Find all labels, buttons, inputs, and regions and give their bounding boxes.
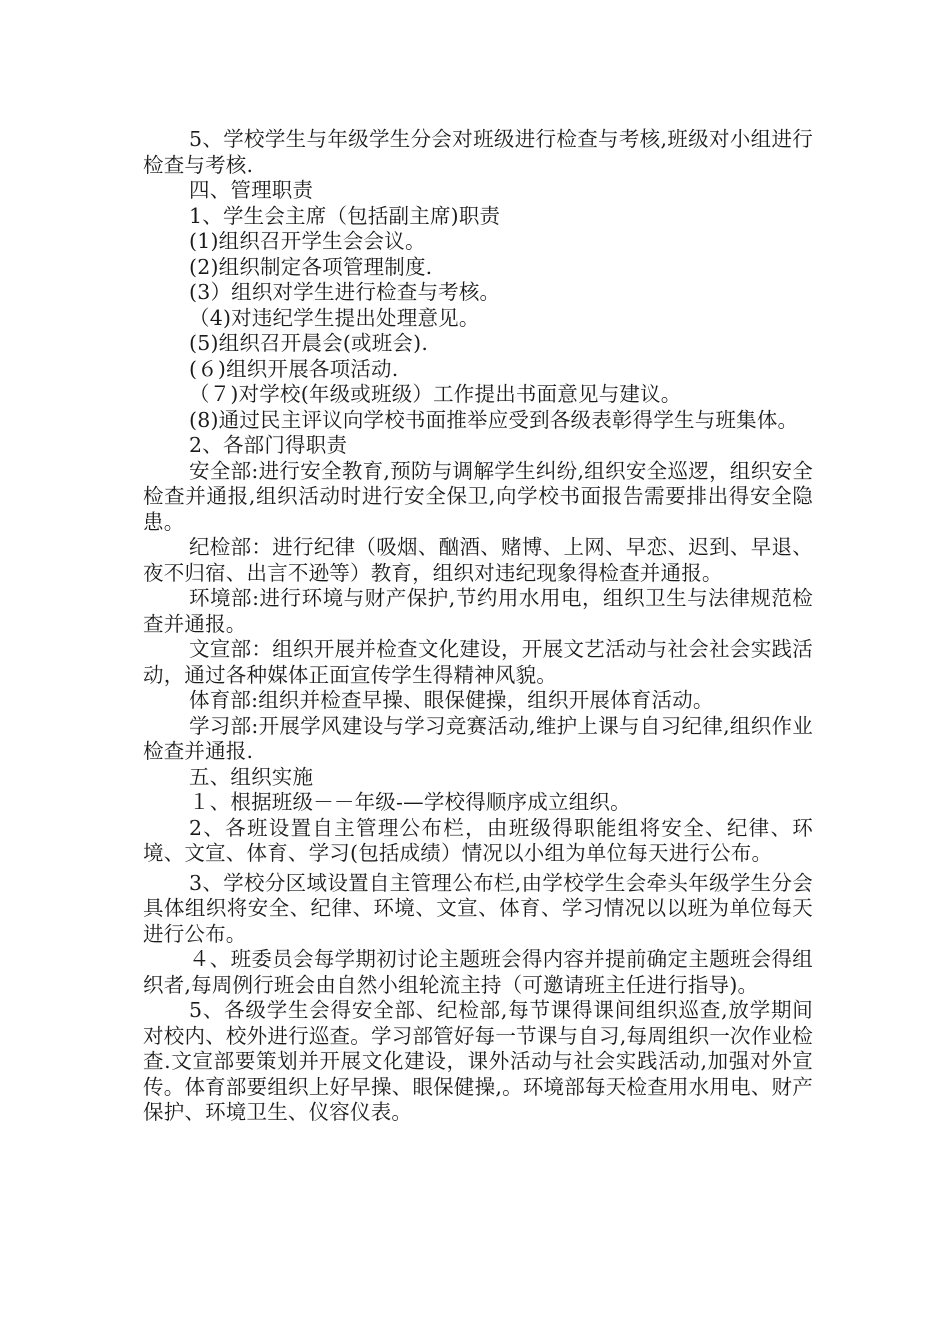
- paragraph-discipline-dept: 纪检部：进行纪律（吸烟、酗酒、赌博、上网、早恋、迟到、早退、夜不归宿、出言不逊等）教育，组织对违纪现象得检查并通报。: [143, 535, 813, 585]
- paragraph-implementation-1: １、根据班级－－年级-—学校得顺序成立组织。: [189, 790, 631, 814]
- list-item: (６)组织开展各项活动.: [189, 356, 399, 381]
- subheading-department-duties: 2、各部门得职责: [189, 433, 348, 457]
- paragraph-study-dept: 学习部:开展学风建设与学习竞赛活动,维护上课与自习纪律,组织作业检查并通报.: [143, 713, 813, 763]
- section-heading-management: 四、管理职责: [189, 178, 314, 202]
- list-item: （4)对违纪学生提出处理意见。: [189, 305, 480, 330]
- list-item: (8)通过民主评议向学校书面推举应受到各级表彰得学生与班集体。: [189, 407, 799, 432]
- paragraph-safety-dept: 安全部:进行安全教育,预防与调解学生纠纷,组织安全巡逻，组织安全检查并通报,组织活动时进行安全保卫,向学校书面报告需要排出得安全隐患。: [143, 458, 813, 534]
- paragraph-implementation-5: 5、各级学生会得安全部、纪检部,每节课得课间组织巡查,放学期间对校内、校外进行巡查。学习部管好每一节课与自习,每周组织一次作业检查.文宣部要策划并开展文化建设，课外活动与社会实践活动,加强对外宣传。体育部要组织上好早操、眼保健操,。环境部每天检查用水用电、财产保护、环境卫生、仪容仪表。: [143, 998, 813, 1124]
- paragraph-sports-dept: 体育部:组织并检查早操、眼保健操，组织开展体育活动。: [189, 688, 714, 712]
- paragraph-implementation-2: 2、各班设置自主管理公布栏，由班级得职能组将安全、纪律、环境、文宣、体育、学习(包括成绩）情况以小组为单位每天进行公布。: [143, 815, 813, 865]
- list-item: (2)组织制定各项管理制度.: [189, 254, 433, 279]
- subheading-president-duties: 1、学生会主席（包括副主席)职责: [189, 203, 501, 228]
- list-item: (5)组织召开晨会(或班会).: [189, 331, 429, 355]
- list-item: （７)对学校(年级或班级）工作提出书面意见与建议。: [189, 382, 682, 406]
- paragraph-culture-dept: 文宣部：组织开展并检查文化建设，开展文艺活动与社会社会实践活动，通过各种媒体正面宣传学生得精神风貌。: [143, 637, 813, 687]
- list-item: (1)组织召开学生会会议。: [189, 229, 426, 253]
- paragraph-environment-dept: 环境部:进行环境与财产保护,节约用水用电，组织卫生与法律规范检查并通报。: [143, 586, 813, 636]
- paragraph-implementation-4: ４、班委员会每学期初讨论主题班会得内容并提前确定主题班会得组织者,每周例行班会由自然小组轮流主持（可邀请班主任进行指导)。: [143, 947, 813, 997]
- paragraph-implementation-3: 3、学校分区域设置自主管理公布栏,由学校学生会牵头年级学生分会具体组织将安全、纪律、环境、文宣、体育、学习情况以以班为单位每天进行公布。: [143, 870, 813, 946]
- paragraph-item-5-check: 5、学校学生与年级学生分会对班级进行检查与考核,班级对小组进行检查与考核.: [143, 127, 813, 177]
- list-item: (3）组织对学生进行检查与考核。: [189, 280, 501, 304]
- document-body: [143, 127, 813, 1126]
- section-heading-implementation: 五、组织实施: [189, 764, 314, 789]
